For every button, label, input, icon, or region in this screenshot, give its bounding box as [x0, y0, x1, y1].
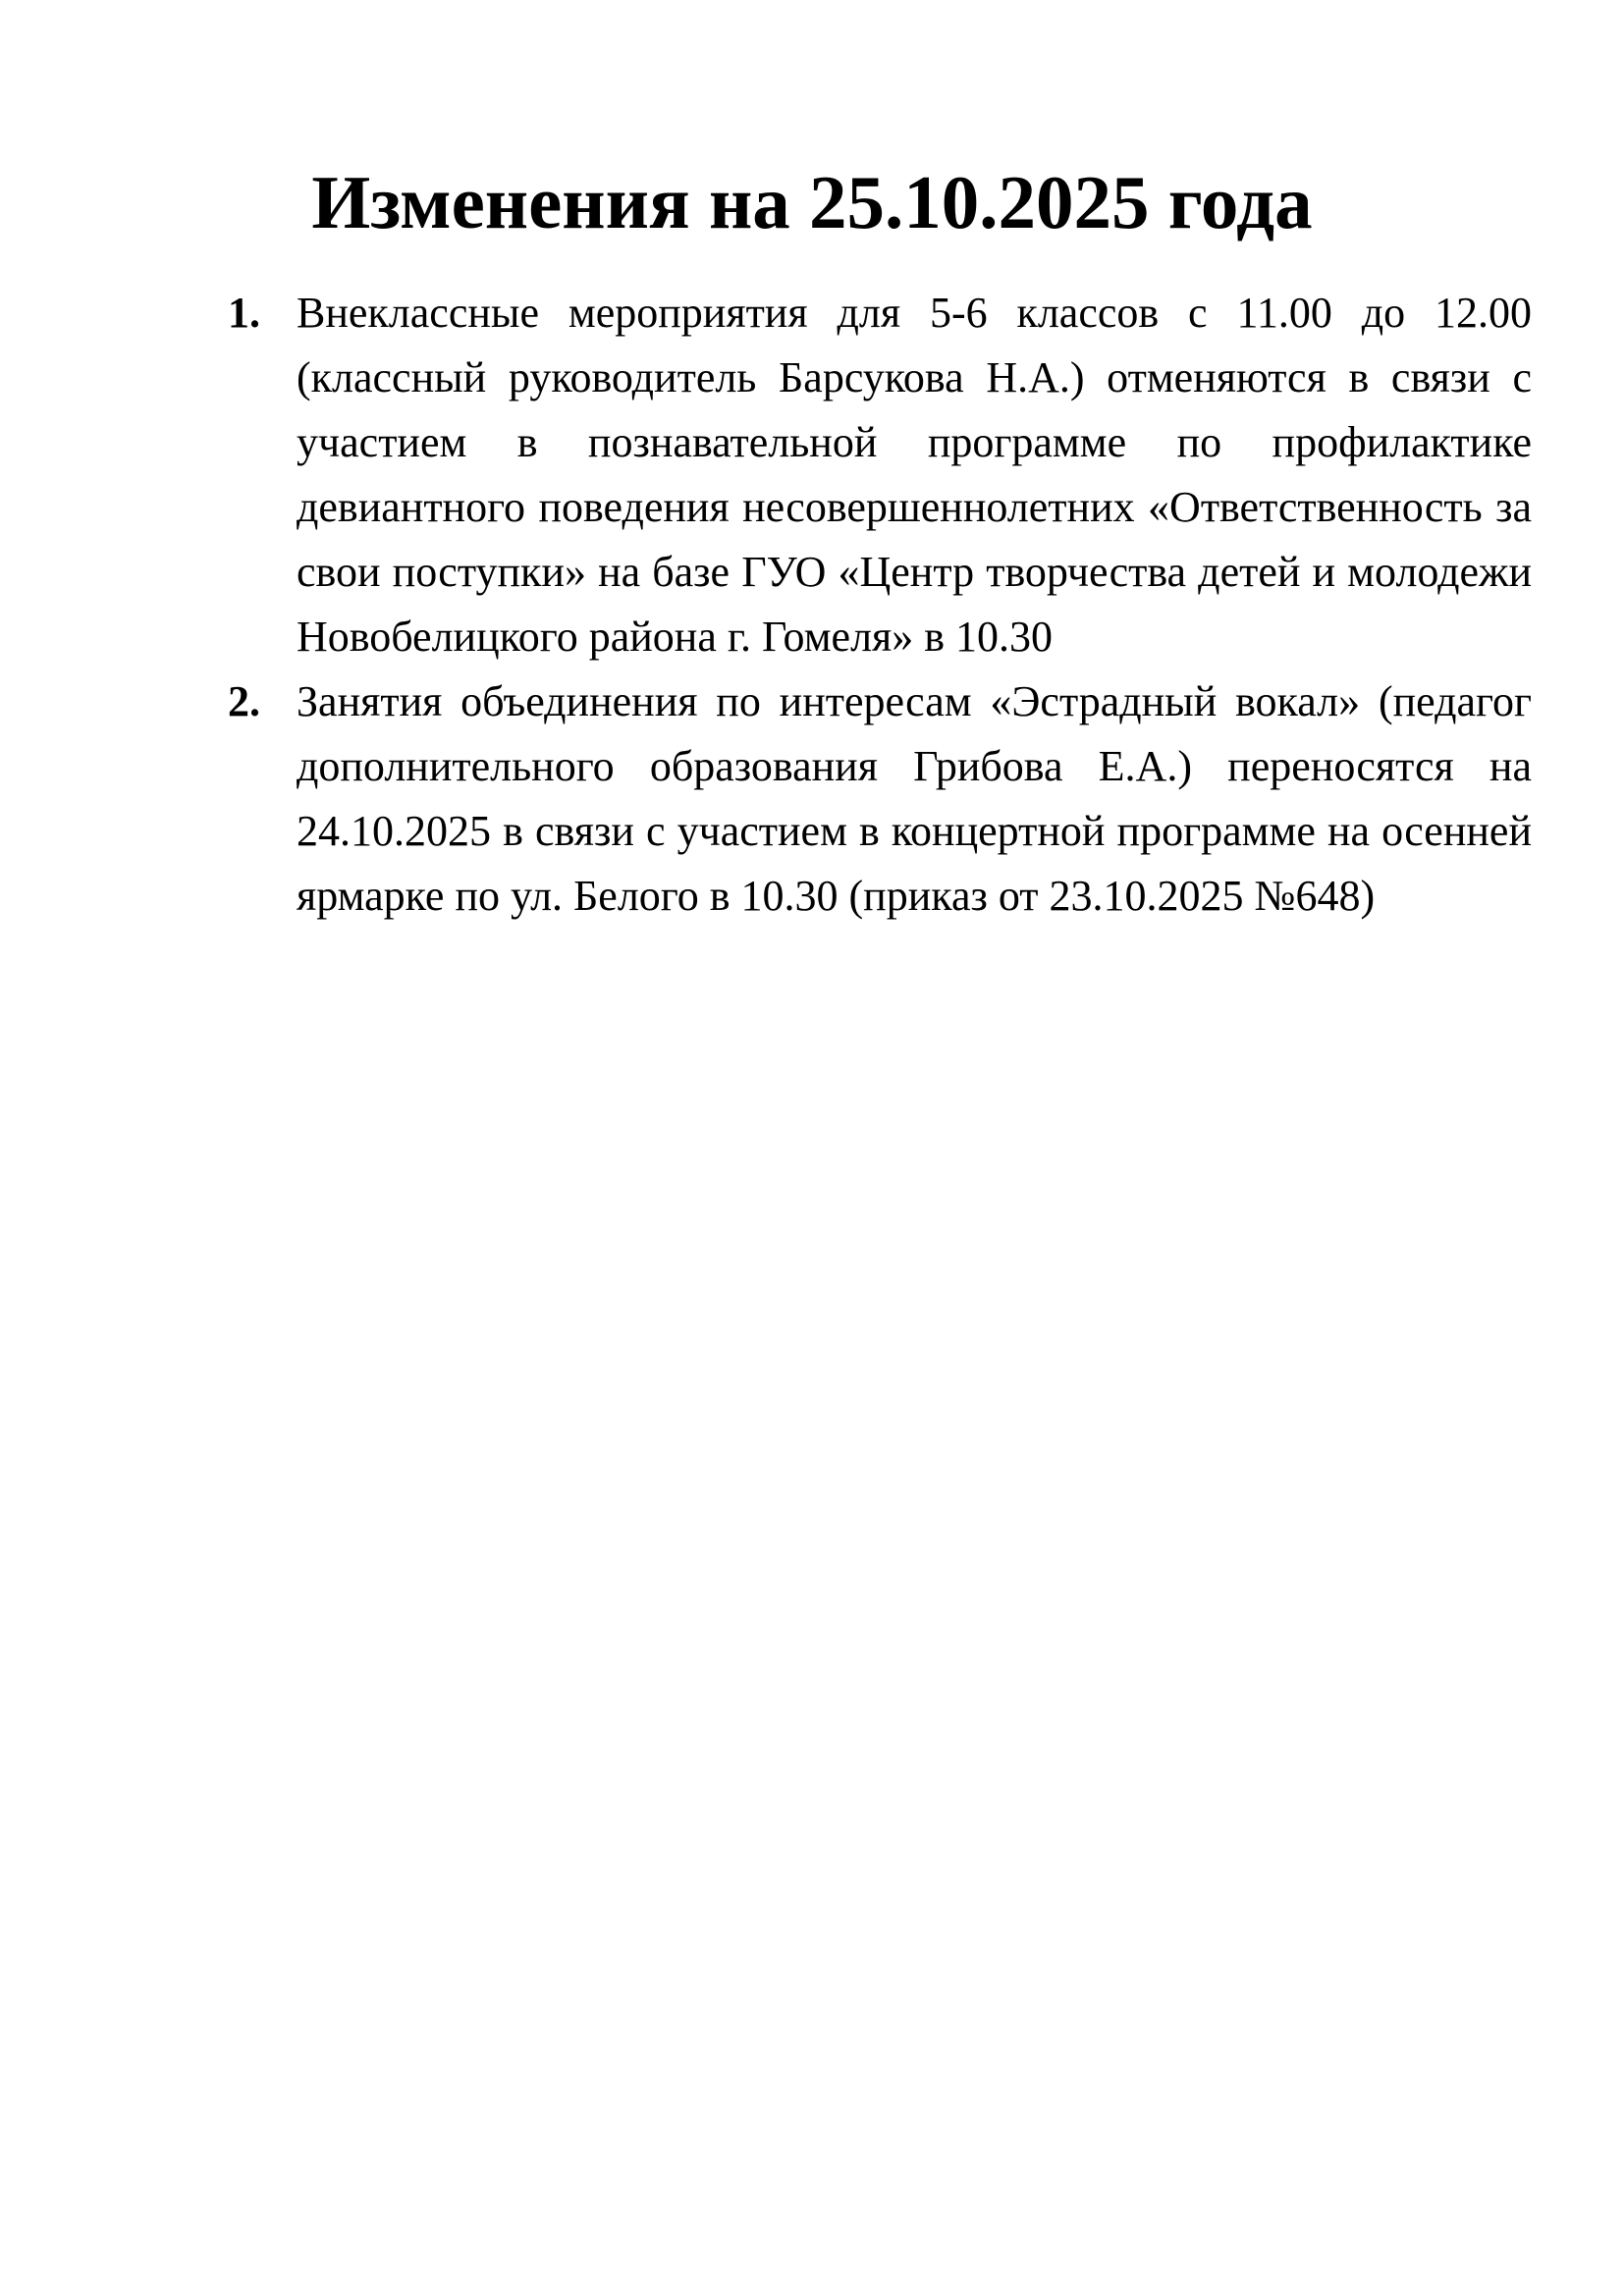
document-title: Изменения на 25.10.2025 года [311, 160, 1313, 244]
changes-list [228, 281, 1532, 929]
item-number: 1. [228, 289, 260, 337]
item-text: Занятия объединения по интересам «Эстрадный вокал» (педагог дополнительного образования Грибова Е.А.) переносятся на 24.10.2025 в связи с участием в концертной программе на осенней ярмарке по ул. Белого в 10.30 (приказ от 23.10.2025 №648) [297, 677, 1532, 920]
item-text: Внеклассные мероприятия для 5-6 классов с 11.00 до 12.00 (классный руководитель Барсукова Н.А.) отменяются в связи с участием в познавательной программе по профилактике девиантного поведения несовершеннолетних «Ответственность за свои поступки» на базе ГУО «Центр творчества детей и молодежи Новобелицкого района г. Гомеля» в 10.30 [297, 289, 1532, 661]
item-number: 2. [228, 677, 260, 725]
change-item-2 [228, 669, 1532, 929]
change-item-1 [228, 281, 1532, 669]
